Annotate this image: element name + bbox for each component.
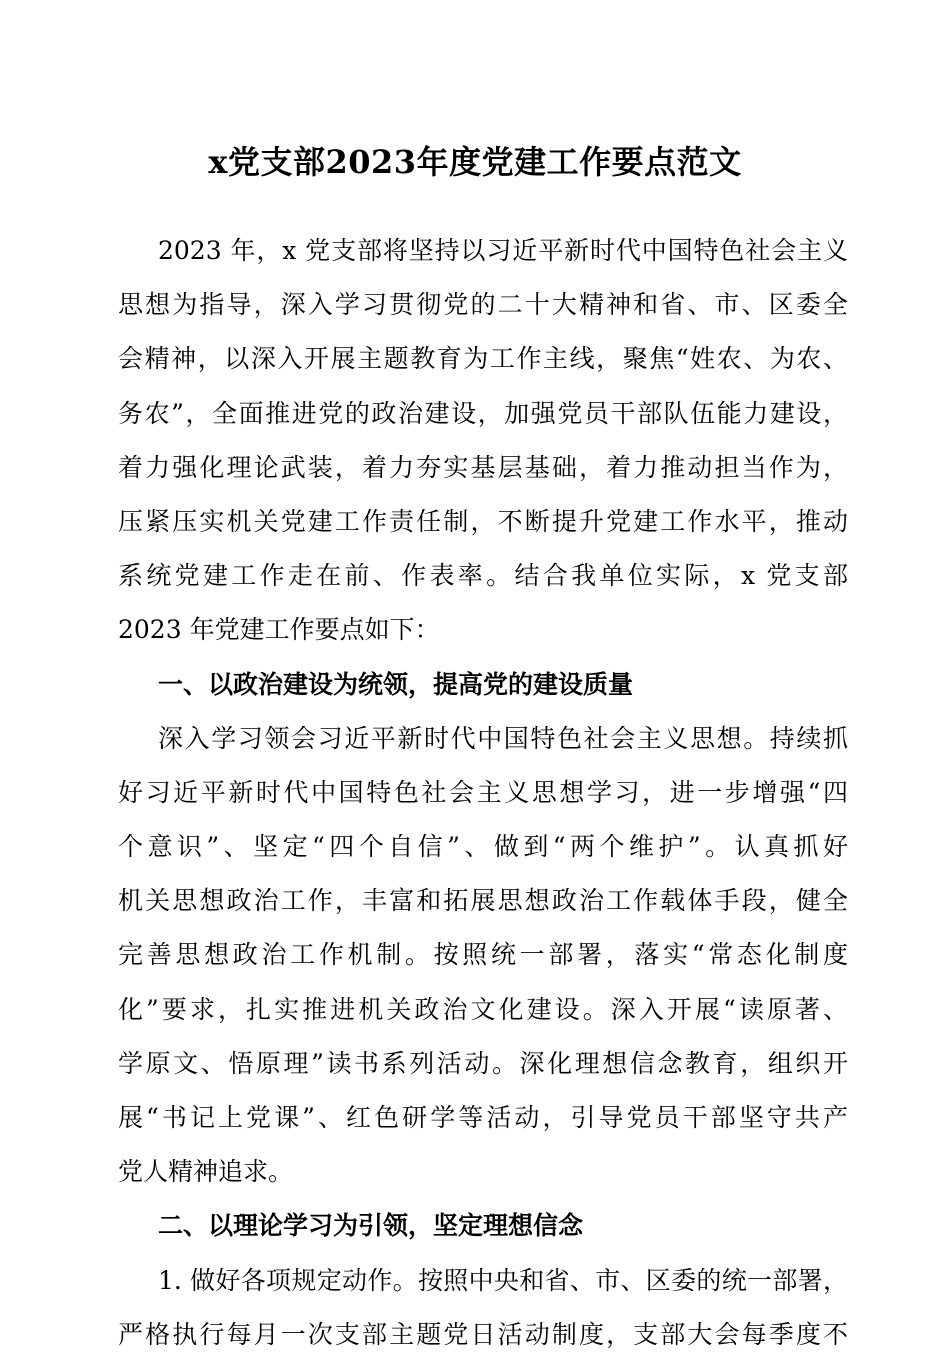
paragraph-line: 严格执行每月一次支部主题党日活动制度，支部大会每季度不 <box>118 1319 848 1349</box>
paragraph-line: 个意识”、坚定“四个自信”、做到“两个维护”。认真抓好 <box>118 832 848 862</box>
paragraph-line: 机关思想政治工作，丰富和拓展思想政治工作载体手段，健全 <box>118 886 848 916</box>
paragraph-line: 学原文、悟原理”读书系列活动。深化理想信念教育，组织开 <box>118 1048 848 1078</box>
paragraph-line: 好习近平新时代中国特色社会主义思想学习，进一步增强“四 <box>118 777 848 807</box>
section-heading-2: 二、以理论学习为引领，坚定理想信念 <box>158 1211 584 1241</box>
paragraph-line: 展“书记上党课”、红色研学等活动，引导党员干部坚守共产 <box>118 1103 848 1132</box>
paragraph-line: 1. 做好各项规定动作。按照中央和省、市、区委的统一部署， <box>158 1265 848 1295</box>
paragraph-line: 化”要求，扎实推进机关政治文化建设。深入开展“读原著、 <box>118 994 848 1024</box>
section-heading-1: 一、以政治建设为统领，提高党的建设质量 <box>158 669 634 699</box>
intro-paragraph <box>118 224 848 658</box>
paragraph-line: 完善思想政治工作机制。按照统一部署，落实“常态化制度 <box>118 940 848 970</box>
paragraph-line: 2023 年，x 党支部将坚持以习近平新时代中国特色社会主义 <box>158 236 848 265</box>
section-2-paragraph <box>118 1254 848 1362</box>
paragraph-line: 深入学习领会习近平新时代中国特色社会主义思想。持续抓 <box>158 723 848 753</box>
paragraph-line: 党人精神追求。 <box>118 1157 294 1187</box>
paragraph-line: 2023 年党建工作要点如下： <box>118 615 440 645</box>
document-title: x党支部2023年度党建工作要点范文 <box>208 143 742 181</box>
paragraph-line: 压紧压实机关党建工作责任制，不断提升党建工作水平，推动 <box>118 506 848 536</box>
paragraph-line: 会精神，以深入开展主题教育为工作主线，聚焦“姓农、为农、 <box>118 344 848 374</box>
document-body <box>118 224 848 1362</box>
paragraph-line: 思想为指导，深入学习贯彻党的二十大精神和省、市、区委全 <box>118 290 848 320</box>
paragraph-line: 系统党建工作走在前、作表率。结合我单位实际，x 党支部 <box>118 561 848 591</box>
paragraph-line: 务农”，全面推进党的政治建设，加强党员干部队伍能力建设， <box>118 398 848 428</box>
section-1-paragraph <box>118 712 848 1200</box>
paragraph-line: 着力强化理论武装，着力夯实基层基础，着力推动担当作为， <box>118 452 848 482</box>
